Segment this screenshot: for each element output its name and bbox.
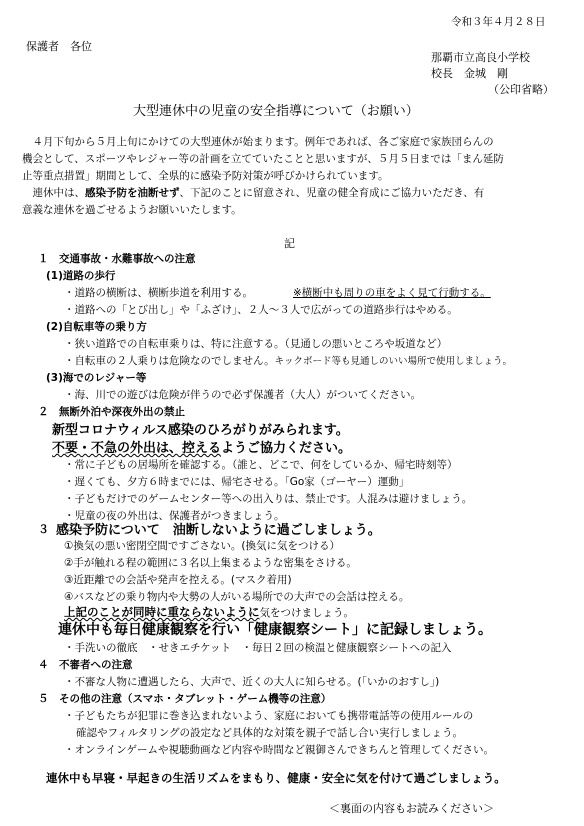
section-1-sub1-item1: ・道路の横断は、横断歩道を利用する。 ※横断中も周りの車をよく見て行動する。	[64, 287, 491, 299]
section-1-sub1-item2: ・道路への「とび出し」や「ふざけ」、２人～３人で広がっての道路歩行はやめる。	[64, 304, 458, 316]
section-2-item2: ・遅くても、夕方６時までには、帰宅させる。「Go家（ゴーヤー）運動」	[64, 476, 410, 488]
section-2-item1: ・常に子どもの居場所を確認する。（誰と、どこで、何をしているか、帰宅時刻等）	[64, 459, 458, 471]
section-3-item4: ④バスなどの乗り物内や大勢の人がいる場所での大声での会話は控える。	[64, 591, 410, 603]
section-3-item1: ①換気の悪い密閉空間ですごさない。(換気に気をつける）	[64, 540, 341, 552]
intro-line-4: 連休中は、感染予防を油断せず、下記のことに留意され、児童の健全育成にご協力いただき、有	[22, 187, 485, 199]
section-5-heading: ５ その他の注意（スマホ・タブレット・ゲーム機等の注意）	[38, 693, 332, 705]
section-4-heading: ４ 不審者への注意	[38, 659, 133, 671]
section-1-sub3-item1: ・海、川での遊びは危険が伴うので必ず保護者（大人）がついてください。	[64, 389, 421, 401]
section-1-sub3-title: (3)海でのレジャー等	[46, 372, 147, 384]
intro-line-3: 止等重点措置」期間として、全県的に感染予防対策が呼びかけられています。	[22, 170, 389, 182]
addressee: 保護者 各位	[26, 40, 92, 53]
section-3-item2: ②手が触れる程の範囲に３名以上集まるような密集をさける。	[64, 557, 357, 569]
intro-emphasis: 感染予防を油断せず	[85, 187, 180, 199]
ki-heading: 記	[284, 237, 295, 250]
section-1-sub1-title: (1)道路の歩行	[46, 270, 116, 282]
document-title: 大型連休中の児童の安全指導について（お願い）	[133, 104, 419, 119]
section-5-item1b: 確認やフィルタリングの設定など具体的な対策を親子で話し合い実行しましょう。	[76, 727, 464, 739]
section-3-heading: 感染予防について 油断しないように過ごしましょう。	[56, 523, 381, 538]
covid-spread-notice: 新型コロナウィルス感染のひろがりがみられます。	[52, 423, 349, 438]
section-5-item2: ・オンラインゲームや視聴動画など内容や時間など親御さんできちんと管理してください。	[64, 744, 494, 756]
intro-line-5: 意義な連休を過ごせるようお願いいたします。	[22, 204, 242, 216]
section-1-sub2-item1: ・狭い道路での自転車乗りは、特に注意する。（見通しの悪いところや坂道など）	[64, 338, 448, 350]
section-1-heading: １ 交通事故・水難事故への注意	[38, 253, 196, 265]
back-page-note: ＜裏面の内容もお読みください＞	[329, 802, 494, 815]
section-3-hygiene-list: ・手洗いの徹底 ・せきエチケット ・毎日２回の検温と健康観察シートへの記入	[64, 642, 452, 654]
overlap-caution: 上記のことが同時に重ならないように気をつけましょう。	[64, 605, 354, 619]
principal-name: 校長 金城 剛	[431, 67, 508, 80]
section-1-sub2-item2: ・自転車の２人乗りは危険なのでしません。キックボード等も見通しのいい場所で使用しましょう。	[64, 355, 512, 367]
section-2-heading: ２ 無断外泊や深夜外出の禁止	[38, 406, 185, 418]
closing-message: 連休中も早寝・早起きの生活リズムをまもり、健康・安全に気を付けて過ごしましょう。	[46, 771, 506, 785]
section-2-item3: ・子どもだけでのゲームセンター等への出入りは、禁止です。人混みは避けましょう。	[64, 493, 473, 505]
intro-line-2: 機会として、スポーツやレジャー等の計画を立てていたことと思いますが、５月５日までは「まん延防	[22, 153, 504, 165]
crossing-note: ※横断中も周りの車をよく見て行動する。	[293, 287, 491, 299]
section-3-item3: ③近距離での会話や発声を控える。(マスク着用)	[64, 574, 292, 586]
date: 令和３年４月２８日	[451, 16, 546, 28]
section-3-number: ３	[38, 523, 49, 536]
section-5-item1a: ・子どもたちが犯罪に巻き込まれないよう、家庭においても携帯電話等の使用ルールの	[64, 710, 474, 722]
health-check-notice: 連休中も毎日健康観察を行い「健康観察シート」に記録しましょう。	[58, 622, 492, 638]
seal-note: （公印省略）	[488, 83, 554, 96]
section-4-item: ・不審な人物に遭遇したら、大声で、近くの大人に知らせる。(「いかのおすし」)	[64, 676, 440, 688]
section-2-item4: ・児童の夜の外出は、保護者がつきましょう。	[64, 510, 285, 522]
section-1-sub2-title: (2)自転車等の乗り方	[46, 321, 147, 333]
school-name: 那覇市立高良小学校	[431, 51, 530, 64]
outing-restraint-notice: 不要・不急の外出は、控えるようご協力ください。	[52, 441, 352, 456]
intro-line-1: ４月下旬から５月上旬にかけての大型連休が始まります。例年であれば、各ご家庭で家族団らんの	[22, 136, 494, 148]
